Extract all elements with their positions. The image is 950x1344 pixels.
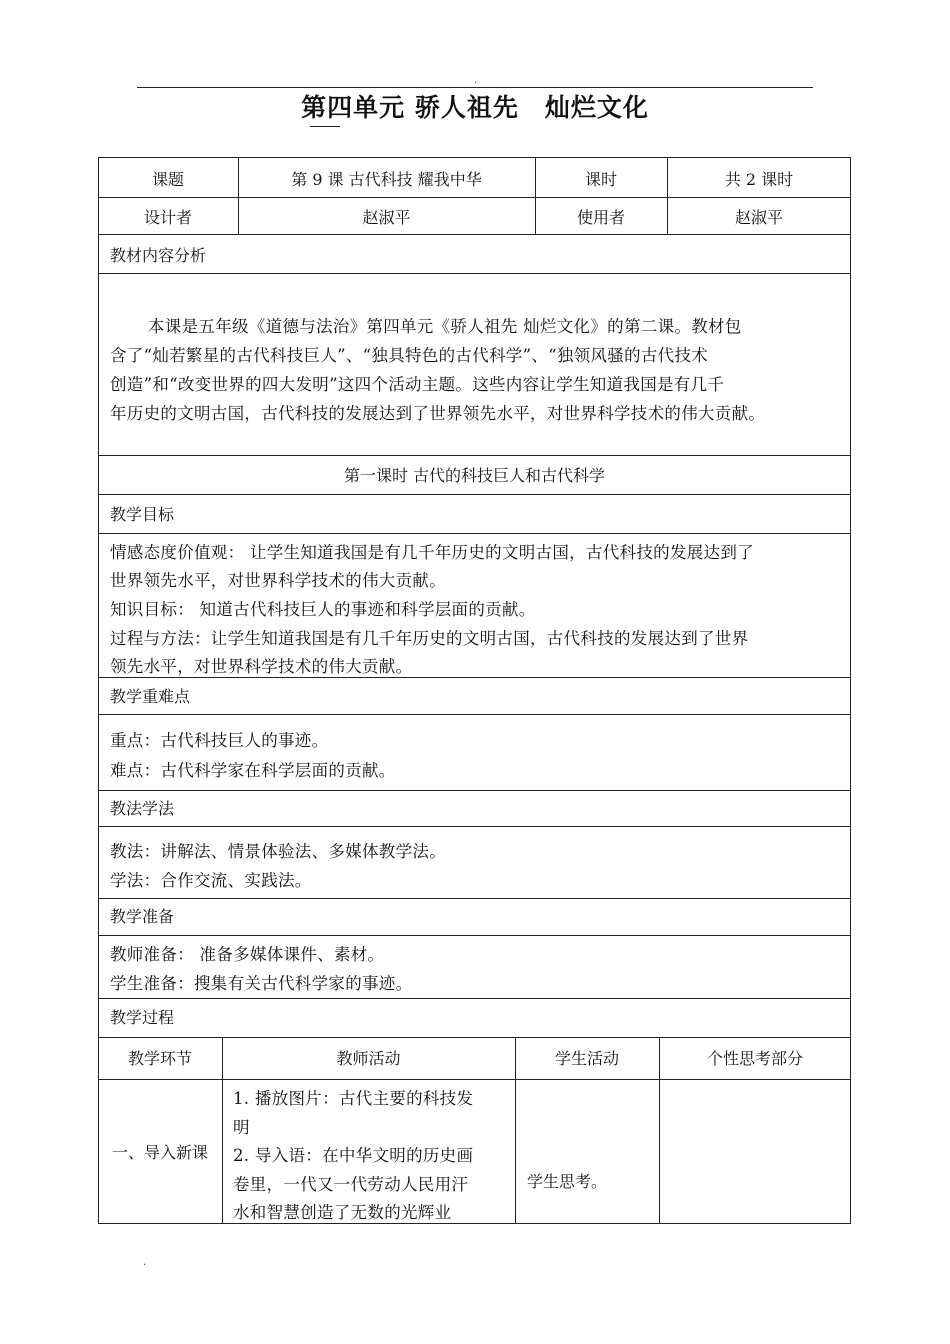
- lesson-label: 课题: [151, 170, 184, 189]
- row-divider: [98, 935, 851, 936]
- methods-heading: 教法学法: [110, 799, 175, 818]
- keypoints-heading: 教学重难点: [110, 687, 191, 706]
- process-col-thoughts: 个性思考部分: [706, 1049, 803, 1068]
- methods-line: 学法：合作交流、实践法。: [110, 871, 312, 890]
- row-divider: [98, 455, 851, 456]
- process-col-teacher: 教师活动: [336, 1049, 401, 1068]
- row-divider: [98, 533, 851, 534]
- row-divider: [98, 494, 851, 495]
- row-divider: [98, 790, 851, 791]
- goals-line: 领先水平，对世界科学技术的伟大贡献。: [110, 657, 413, 676]
- analysis-line: 年历史的文明古国，古代科技的发展达到了世界领先水平，对世界科学技术的伟大贡献。: [110, 404, 766, 423]
- period-value: 共 2 课时: [724, 170, 794, 189]
- stage-cell: 一、导入新课: [111, 1143, 208, 1162]
- analysis-line: 创造”和“改变世界的四大发明”这四个活动主题。这些内容让学生知道我国是有几千: [110, 375, 725, 394]
- teacher-activity-line: 2. 导入语：在中华文明的历史画: [233, 1146, 474, 1165]
- process-heading: 教学过程: [110, 1008, 175, 1027]
- footer-dot: .: [143, 1257, 147, 1268]
- goals-line: 知识目标： 知道古代科技巨人的事迹和科学层面的贡献。: [110, 600, 536, 619]
- teacher-activity-line: 水和智慧创造了无数的光辉业: [233, 1203, 452, 1222]
- analysis-line: 含了“灿若繁星的古代科技巨人”、“独具特色的古代科学”、“独领风骚的古代技术: [110, 346, 709, 365]
- row-divider: [98, 826, 851, 827]
- user-value: 赵淑平: [734, 208, 783, 227]
- user-label: 使用者: [576, 208, 625, 227]
- keypoints-line: 难点：古代科学家在科学层面的贡献。: [110, 761, 396, 780]
- header-dot: .: [474, 75, 478, 86]
- row-divider: [98, 197, 851, 198]
- teacher-activity-line: 1. 播放图片：古代主要的科技发: [233, 1089, 474, 1108]
- goals-line: 情感态度价值观： 让学生知道我国是有几千年历史的文明古国，古代科技的发展达到了: [110, 543, 754, 562]
- teacher-activity-line: 明: [233, 1118, 250, 1137]
- row-divider: [98, 714, 851, 715]
- goals-line: 世界领先水平，对世界科学技术的伟大贡献。: [110, 571, 446, 590]
- row-divider: [98, 677, 851, 678]
- row-divider: [98, 234, 851, 235]
- row-divider: [98, 1079, 851, 1080]
- process-col-stage: 教学环节: [127, 1049, 192, 1068]
- goals-heading: 教学目标: [110, 505, 175, 524]
- designer-label: 设计者: [143, 208, 192, 227]
- page-title: 第四单元 骄人祖先 灿烂文化: [301, 93, 649, 122]
- row-divider: [98, 1037, 851, 1038]
- header-rule: [137, 87, 813, 88]
- prep-heading: 教学准备: [110, 907, 175, 926]
- title-underline: [310, 126, 340, 127]
- keypoints-line: 重点：古代科技巨人的事迹。: [110, 731, 329, 750]
- methods-line: 教法：讲解法、情景体验法、多媒体教学法。: [110, 842, 446, 861]
- process-col-student: 学生活动: [554, 1049, 619, 1068]
- period-label: 课时: [584, 170, 617, 189]
- analysis-line: 本课是五年级《道德与法治》第四单元《骄人祖先 灿烂文化》的第二课。教材包: [148, 317, 742, 336]
- designer-value: 赵淑平: [362, 208, 411, 227]
- prep-line: 教师准备： 准备多媒体课件、素材。: [110, 945, 385, 964]
- row-divider: [98, 898, 851, 899]
- lesson-value: 第 9 课 古代科技 耀我中华: [291, 170, 482, 189]
- student-activity: 学生思考。: [527, 1172, 608, 1191]
- prep-line: 学生准备：搜集有关古代科学家的事迹。: [110, 974, 413, 993]
- row-divider: [98, 273, 851, 274]
- goals-line: 过程与方法：让学生知道我国是有几千年历史的文明古国，古代科技的发展达到了世界: [110, 629, 749, 648]
- row-divider: [98, 998, 851, 999]
- analysis-heading: 教材内容分析: [110, 246, 207, 265]
- period1-title: 第一课时 古代的科技巨人和古代科学: [343, 466, 606, 485]
- teacher-activity-line: 卷里，一代又一代劳动人民用汗: [233, 1175, 469, 1194]
